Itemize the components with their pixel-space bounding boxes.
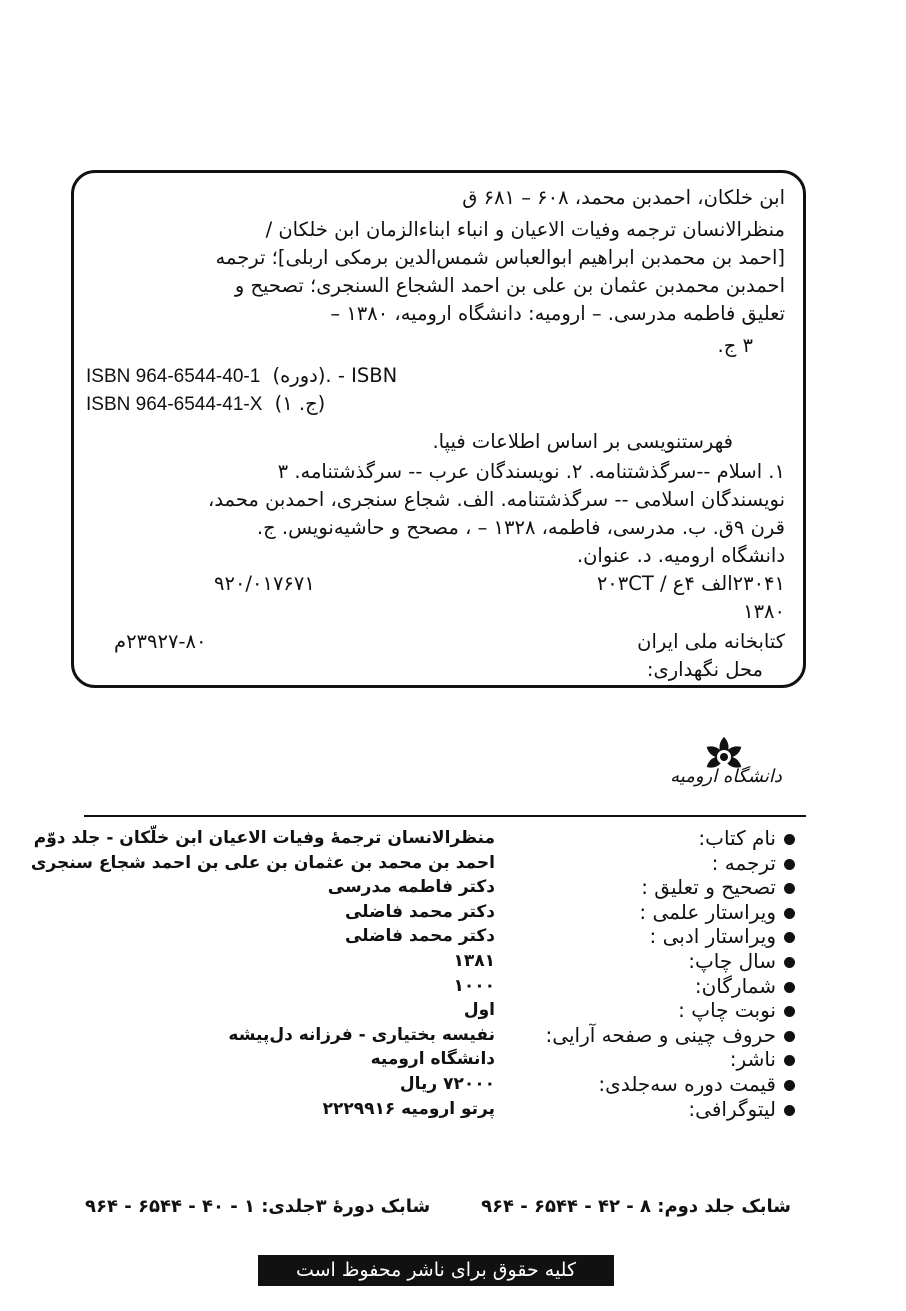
detail-row: [33, 826, 795, 851]
book-details: [30, 826, 795, 1121]
detail-row: [80, 949, 795, 974]
detail-label: ویراستار علمی :: [639, 899, 776, 924]
detail-row: [80, 924, 795, 949]
detail-value: ۱۰۰۰: [453, 975, 495, 996]
detail-row: [80, 875, 795, 900]
bullet-icon: [784, 982, 795, 993]
isbn-set-label: ISBN - .(دوره): [272, 364, 398, 387]
detail-label: ویراستار ادبی :: [649, 924, 776, 949]
copyright-notice: کلیه حقوق برای ناشر محفوظ است: [258, 1255, 614, 1286]
detail-row: [80, 998, 795, 1023]
detail-value: احمد بن محمد بن عثمان بن علی بن احمد شجاع سنجری: [30, 852, 495, 873]
detail-label: ناشر:: [729, 1047, 776, 1072]
detail-value: پرتو ارومیه ۲۲۲۹۹۱۶: [322, 1098, 495, 1119]
cip-subjects-3: قرن ۹ق. ب. مدرسی، فاطمه، ۱۳۲۸ – ، مصحح و حاشیه‌نویس. ج.: [256, 516, 785, 539]
detail-label: لیتوگرافی:: [688, 1096, 776, 1121]
detail-value: دکتر محمد فاضلی: [344, 926, 495, 947]
bullet-icon: [784, 859, 795, 870]
detail-value: اول: [463, 1000, 495, 1021]
isbn-set-number: ISBN 964-6544-40-1: [86, 366, 261, 387]
cip-dewey: ۹۲۰/۰۱۷۶۷۱: [214, 572, 315, 595]
detail-value: ۱۳۸۱: [453, 950, 495, 971]
bullet-icon: [784, 1080, 795, 1091]
detail-value: نفیسه بختیاری - فرزانه دل‌پیشه: [228, 1024, 495, 1045]
detail-value: دکتر فاطمه مدرسی: [327, 877, 495, 898]
detail-label: نوبت چاپ :: [678, 998, 776, 1023]
bullet-icon: [784, 1031, 795, 1042]
university-logo-text: دانشگاه ارومیه: [670, 766, 782, 787]
bullet-icon: [784, 883, 795, 894]
detail-value: دکتر محمد فاضلی: [344, 901, 495, 922]
cip-storage: محل نگهداری:: [646, 658, 763, 681]
cip-library: کتابخانه ملی ایران: [637, 630, 785, 653]
cip-fipa-note: فهرستنویسی بر اساس اطلاعات فیپا.: [432, 430, 733, 453]
detail-row: [80, 1072, 795, 1097]
detail-label: حروف چینی و صفحه آرایی:: [545, 1022, 776, 1047]
cip-editor-publisher: تعلیق فاطمه مدرسی. – ارومیه: دانشگاه ارومیه، ۱۳۸۰ –: [330, 302, 785, 325]
detail-row: [80, 1047, 795, 1072]
cip-subjects-4: دانشگاه ارومیه. د. عنوان.: [576, 544, 785, 567]
bullet-icon: [784, 957, 795, 968]
cip-title-cont: [احمد بن محمدبن ابراهیم ابوالعباس شمس‌الدین برمکی اربلی]؛ ترجمه: [215, 246, 785, 269]
detail-row: [80, 974, 795, 999]
cip-subjects-2: نویسندگان اسلامی -- سرگذشتنامه. الف. شجاع سنجری، احمدبن محمد،: [208, 488, 785, 511]
bullet-icon: [784, 932, 795, 943]
cip-translator: احمدبن محمدبن عثمان بن علی بن احمد الشجاع السنجری؛ تصحیح و: [234, 274, 785, 297]
bullet-icon: [784, 834, 795, 845]
isbn-vol1-label: (ج. ۱): [274, 392, 326, 415]
cip-call-number: ۲۳۰۴۱الف ۴ع / ۲۰۳CT: [596, 572, 785, 595]
detail-value: منظرالانسان ترجمهٔ وفیات الاعیان ابن خلّکان - جلد دوّم: [33, 828, 495, 848]
detail-label: سال چاپ:: [688, 948, 776, 973]
cip-year: ۱۳۸۰: [743, 600, 785, 623]
detail-label: تصحیح و تعلیق :: [641, 875, 776, 900]
detail-row: [30, 850, 795, 876]
detail-label: قیمت دوره سه‌جلدی:: [598, 1071, 776, 1096]
isbn-vol1-number: ISBN 964-6544-41-X: [86, 394, 263, 415]
cip-subjects-1: ۱. اسلام --سرگذشتنامه. ۲. نویسندگان عرب -- سرگذشتنامه. ۳: [277, 460, 785, 483]
divider: [84, 815, 806, 817]
detail-label: شمارگان:: [694, 973, 776, 998]
bullet-icon: [784, 1105, 795, 1116]
cip-catalog-box: [71, 170, 806, 688]
cip-volumes: ۳ ج.: [717, 334, 753, 357]
cip-author: ابن خلکان، احمدبن محمد، ۶۰۸ – ۶۸۱ ق: [462, 186, 785, 209]
bullet-icon: [784, 1006, 795, 1017]
cip-library-number: ۲۳۹۲۷-۸۰م: [114, 630, 207, 653]
detail-value: ۷۲۰۰۰ ریال: [399, 1073, 495, 1094]
detail-value: دانشگاه ارومیه: [370, 1049, 495, 1070]
detail-row: [80, 1097, 795, 1122]
isbn-volume-2: شابک جلد دوم: ۸ - ۴۲ - ۶۵۴۴ - ۹۶۴: [481, 1196, 791, 1217]
detail-label: ترجمه :: [711, 850, 776, 875]
detail-label: نام کتاب:: [698, 826, 776, 850]
isbn-three-volume-set: شابک دورهٔ ۳جلدی: ۱ - ۴۰ - ۶۵۴۴ - ۹۶۴: [85, 1196, 431, 1217]
bullet-icon: [784, 908, 795, 919]
detail-row: [80, 900, 795, 925]
bullet-icon: [784, 1055, 795, 1066]
cip-title: منظرالانسان ترجمه وفیات الاعیان و انباء ابناءالزمان ابن خلکان /: [265, 218, 785, 241]
detail-row: [80, 1023, 795, 1048]
